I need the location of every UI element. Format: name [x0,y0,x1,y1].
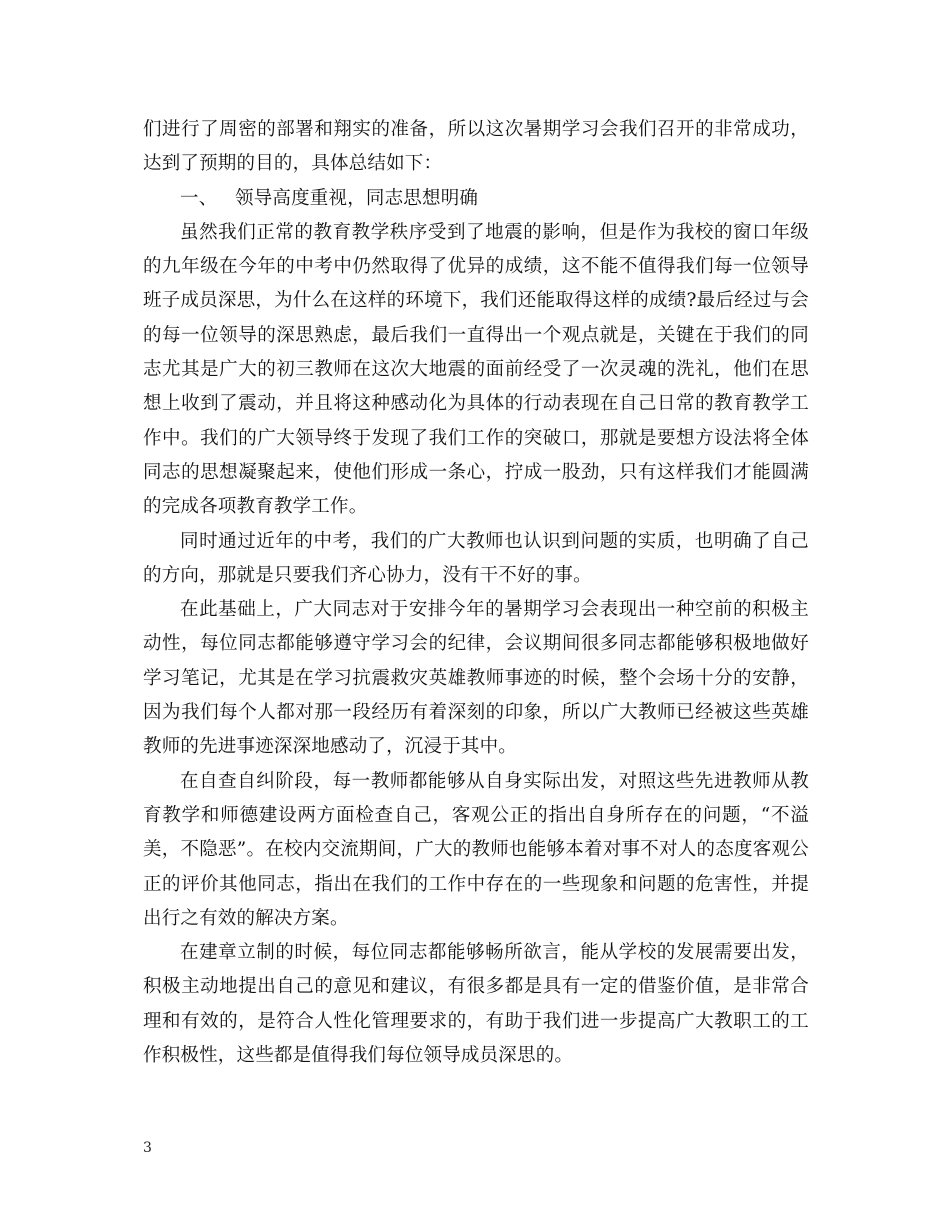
page-number: 3 [143,1140,152,1156]
paragraph-rule-making: 在建章立制的时候，每位同志都能够畅所欲言，能从学校的发展需要出发，积极主动地提出自己的意见和建议，有很多都是具有一定的借鉴价值，是非常合理和有效的，是符合人性化管理要求的，有助于我们进一步提高广大教职工的工作积极性，这些都是值得我们每位领导成员深思的。 [143,942,809,1067]
paragraph-exam-recognition: 同时通过近年的中考，我们的广大教师也认识到问题的实质，也明确了自己的方向，那就是只要我们齐心协力，没有干不好的事。 [143,530,809,586]
paragraph-earthquake-impact: 虽然我们正常的教育教学秩序受到了地震的影响，但是作为我校的窗口年级的九年级在今年的中考中仍然取得了优异的成绩，这不能不值得我们每一位领导班子成员深思，为什么在这样的环境下，我们还能取得这样的成绩?最后经过与会的每一位领导的深思熟虑，最后我们一直得出一个观点就是，关键在于我们的同志尤其是广大的初三教师在这次大地震的面前经受了一次灵魂的洗礼，他们在思想上收到了震动，并且将这种感动化为具体的行动表现在自己日常的教育教学工作中。我们的广大领导终于发现了我们工作的突破口，那就是要想方设法将全体同志的思想凝聚起来，使他们形成一条心，拧成一股劲，只有这样我们才能圆满的完成各项教育教学工作。 [143,221,809,518]
section-heading-text: 领导高度重视，同志思想明确 [235,187,479,209]
paragraph-self-review: 在自查自纠阶段，每一教师都能够从自身实际出发，对照这些先进教师从教育教学和师德建设两方面检查自己，客观公正的指出自身所存在的问题，“不溢美，不隐恶”。在校内交流期间，广大的教师也能够本着对事不对人的态度客观公正的评价其他同志，指出在我们的工作中存在的一些现象和问题的危害性，并提出行之有效的解决方案。 [143,770,809,929]
paragraph-study-enthusiasm: 在此基础上，广大同志对于安排今年的暑期学习会表现出一种空前的积极主动性，每位同志都能够遵守学习会的纪律，会议期间很多同志都能够积极地做好学习笔记，尤其是在学习抗震救灾英雄教师事迹的时候，整个会场十分的安静，因为我们每个人都对那一段经历有着深刻的印象，所以广大教师已经被这些英雄教师的先进事迹深深地感动了，沉浸于其中。 [143,599,809,758]
body-text [143,113,809,1073]
section-heading [143,182,809,216]
section-heading-number: 一、 [180,187,218,209]
paragraph-continuation: 们进行了周密的部署和翔实的准备，所以这次暑期学习会我们召开的非常成功，达到了预期的目的，具体总结如下： [143,119,809,175]
